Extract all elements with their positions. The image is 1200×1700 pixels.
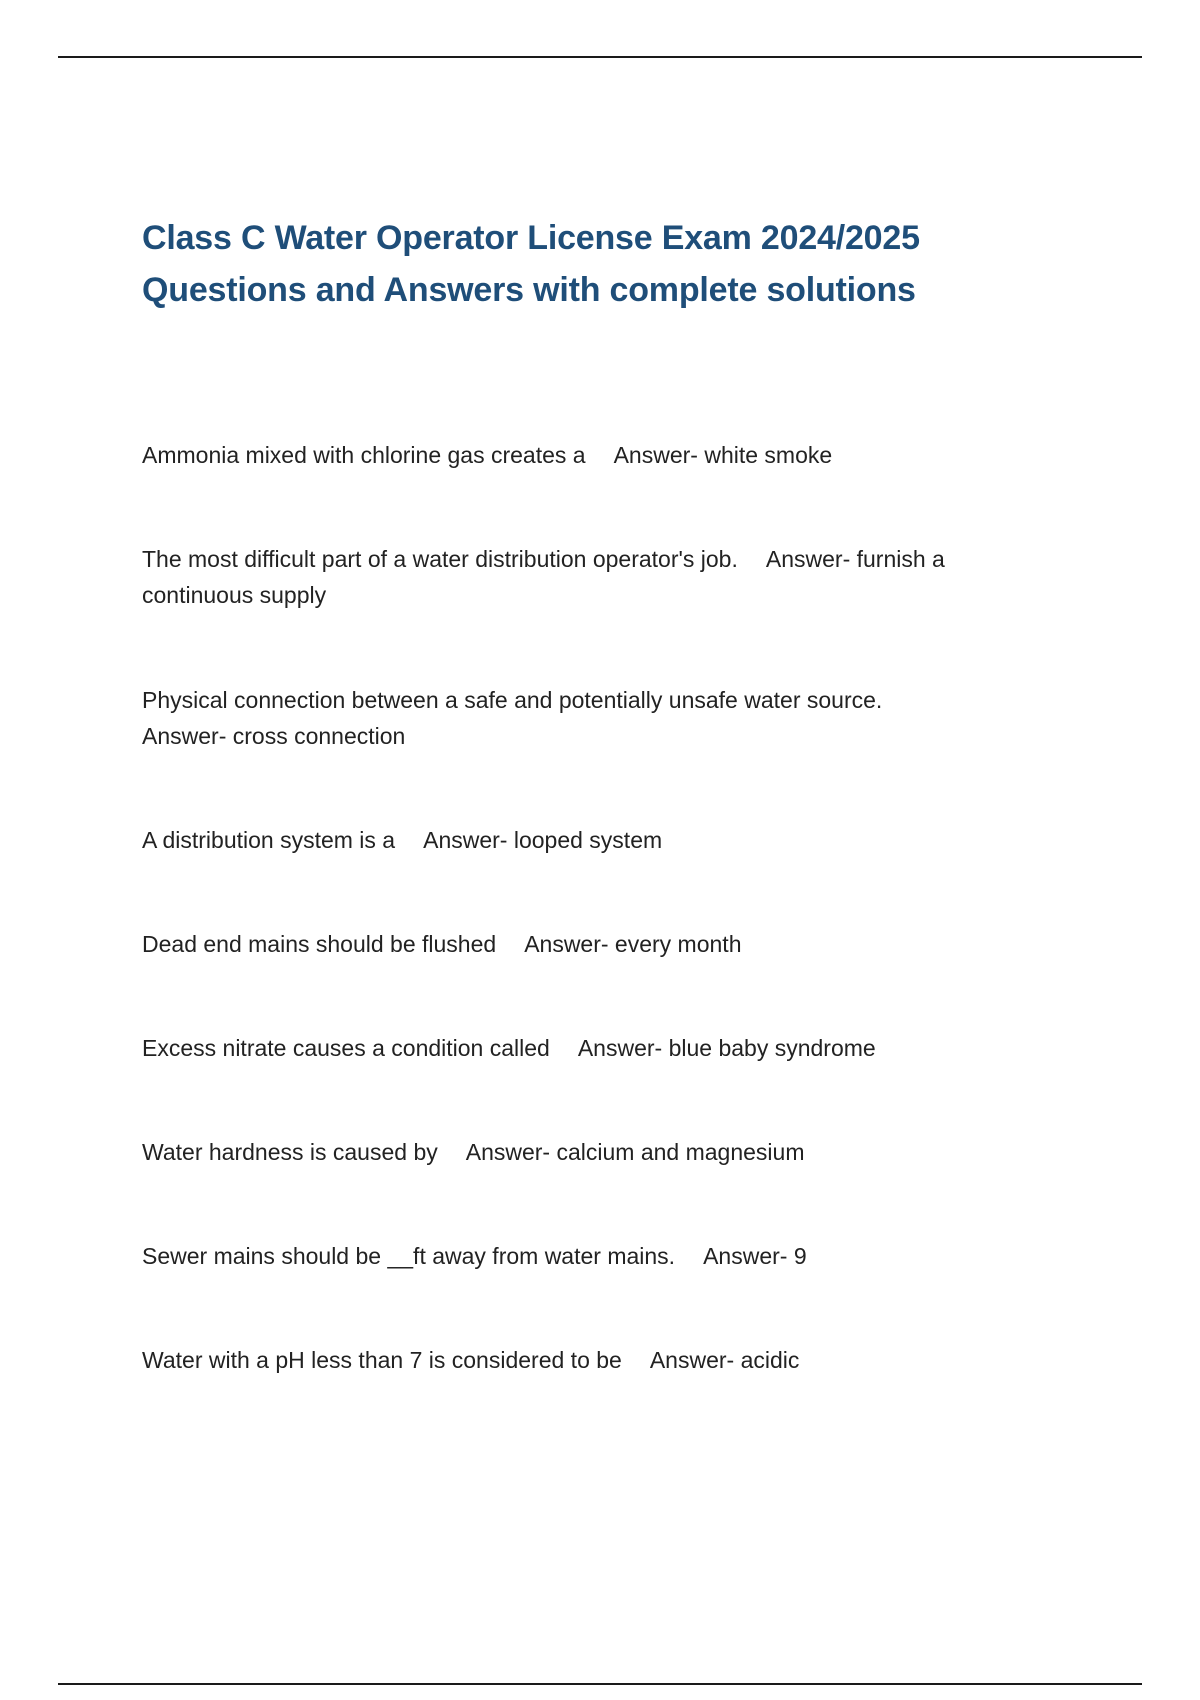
question-text: Physical connection between a safe and potentially unsafe water source.	[142, 687, 883, 713]
qa-item	[142, 822, 1062, 858]
answer-text: Answer- 9	[703, 1243, 807, 1269]
bottom-rule	[58, 1683, 1142, 1685]
qa-item	[142, 541, 1062, 613]
answer-text: Answer- white smoke	[613, 442, 833, 468]
qa-item	[142, 926, 1062, 962]
top-rule	[58, 56, 1142, 58]
document-title	[142, 212, 1102, 316]
question-text: Ammonia mixed with chlorine gas creates a	[142, 442, 586, 468]
qa-item	[142, 682, 1062, 754]
answer-text: Answer- every month	[524, 931, 742, 957]
title-line-2: Questions and Answers with complete solutions	[142, 271, 916, 309]
answer-text: Answer- looped system	[423, 827, 663, 853]
qa-item	[142, 437, 1062, 473]
qa-item	[142, 1238, 1062, 1274]
question-text: Water hardness is caused by	[142, 1139, 438, 1165]
question-text: Dead end mains should be flushed	[142, 931, 497, 957]
answer-text: Answer- calcium and magnesium	[465, 1139, 805, 1165]
answer-text: Answer- blue baby syndrome	[577, 1035, 876, 1061]
question-text: A distribution system is a	[142, 827, 396, 853]
question-text: Excess nitrate causes a condition called	[142, 1035, 550, 1061]
answer-text: Answer- acidic	[649, 1347, 800, 1373]
answer-text: Answer- cross connection	[142, 723, 406, 749]
question-text: The most difficult part of a water distribution operator's job.	[142, 546, 738, 572]
question-text: Water with a pH less than 7 is considered to be	[142, 1347, 622, 1373]
answer-text: Answer- furnish a continuous supply	[142, 546, 945, 608]
title-line-1: Class C Water Operator License Exam 2024/2025	[142, 219, 920, 257]
qa-item	[142, 1134, 1062, 1170]
qa-item	[142, 1030, 1062, 1066]
qa-item	[142, 1342, 1062, 1378]
question-text: Sewer mains should be __ft away from water mains.	[142, 1243, 676, 1269]
